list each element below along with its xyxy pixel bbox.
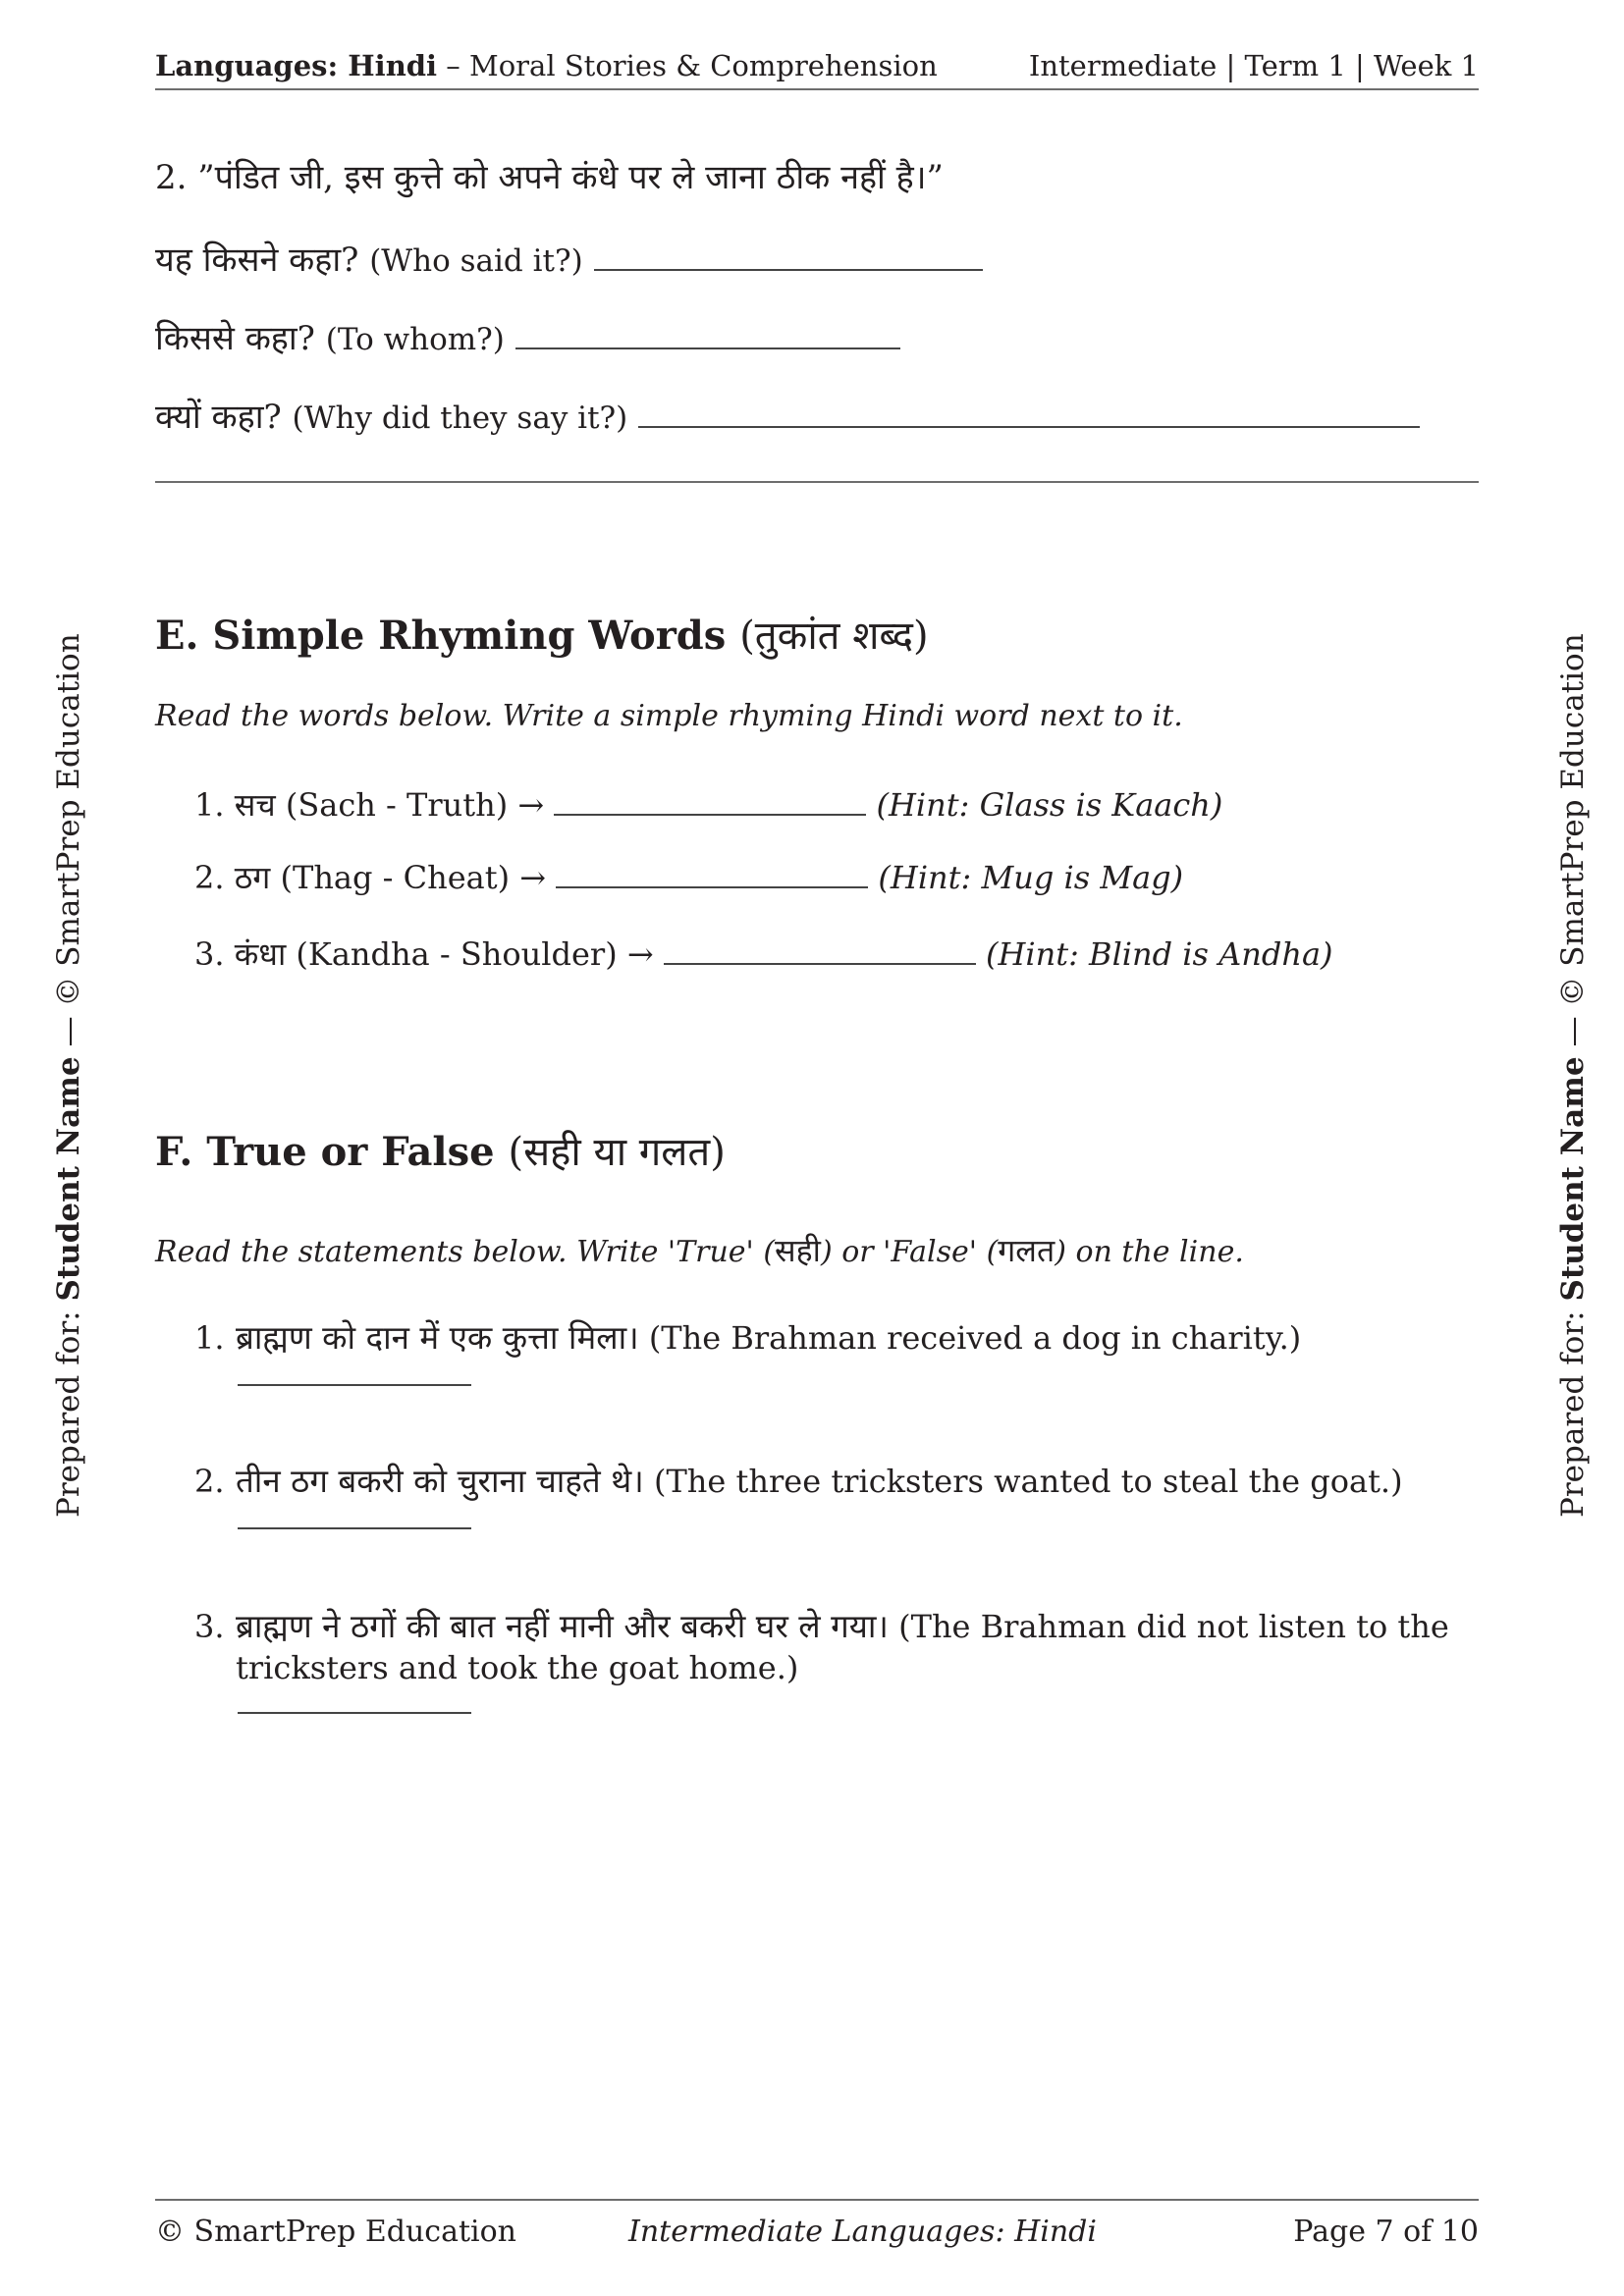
section-e-title-text: E. Simple Rhyming Words [155, 613, 727, 659]
section-f-title-text: F. True or False [155, 1129, 495, 1175]
instruction-true-hindi: सही [775, 1232, 821, 1269]
header-subject-rest: – Moral Stories & Comprehension [437, 49, 938, 82]
rhyme-item-english: (Sach - Truth) → [285, 786, 545, 824]
rhyme-item-num: 3. [194, 935, 225, 973]
tf-answer-line-3[interactable] [238, 1712, 471, 1714]
footer-copyright: © SmartPrep Education [155, 2215, 516, 2249]
rhyme-answer-line[interactable] [664, 963, 976, 965]
answer-line-why[interactable] [638, 426, 1420, 428]
question-why-english: (Why did they say it?) [292, 400, 628, 436]
rhyme-item-english: (Kandha - Shoulder) → [296, 935, 654, 973]
tf-answer-line-2[interactable] [238, 1527, 471, 1529]
quote-question-text: 2. ”पंडित जी, इस कुत्ते को अपने कंधे पर ले जाना ठीक नहीं है।” [155, 158, 944, 197]
answer-line-extended[interactable] [155, 481, 1479, 483]
header-subject-bold: Languages: Hindi [155, 49, 438, 82]
footer-rule [155, 2199, 1479, 2201]
instruction-part: Read the statements below. Write 'True' ( [155, 1235, 776, 1269]
rhyme-item-hint: (Hint: Blind is Andha) [986, 935, 1333, 973]
question-who-hindi: यह किसने कहा? [155, 240, 359, 280]
question-who-english: (Who said it?) [369, 243, 583, 279]
header-level: Intermediate | Term 1 | Week 1 [1028, 49, 1479, 82]
tf-item-english: (The Brahman received a dog in charity.) [648, 1319, 1302, 1357]
tf-item-hindi: ब्राह्मण को दान में एक कुत्ता मिला। [236, 1318, 639, 1357]
question-why-hindi: क्यों कहा? [155, 398, 282, 437]
side-label-right [1555, 633, 1591, 1518]
rhyme-item-num: 2. [194, 859, 225, 896]
rhyme-item-3 [194, 933, 1333, 975]
footer-course: Intermediate Languages: Hindi [628, 2215, 1097, 2249]
question-to-whom-english: (To whom?) [325, 322, 505, 357]
side-label-left [51, 633, 86, 1518]
rhyme-item-hindi: सच [234, 786, 276, 824]
header-subject [155, 49, 938, 82]
side-suffix: — © SmartPrep Education [1555, 633, 1591, 1057]
section-e-title [155, 607, 929, 661]
tf-item-num: 2. [194, 1463, 225, 1500]
side-student-name: Student Name [51, 1056, 86, 1302]
side-suffix: — © SmartPrep Education [51, 633, 86, 1057]
section-e-title-hindi: (तुकांत शब्द) [739, 614, 929, 659]
question-row-why [155, 393, 1420, 438]
header-rule [155, 88, 1479, 90]
rhyme-answer-line[interactable] [556, 886, 868, 888]
true-false-item-1 [194, 1317, 1481, 1359]
tf-item-hindi: ब्राह्मण ने ठगों की बात नहीं मानी और बकरी घर ले गया। [236, 1607, 889, 1645]
section-f-title [155, 1123, 726, 1177]
true-false-item-2 [194, 1461, 1481, 1502]
tf-item-hindi: तीन ठग बकरी को चुराना चाहते थे। [236, 1462, 644, 1500]
rhyme-item-hint: (Hint: Mug is Mag) [878, 859, 1184, 896]
rhyme-item-num: 1. [194, 786, 225, 824]
section-f-title-hindi: (सही या गलत) [508, 1130, 726, 1175]
tf-item-num: 3. [194, 1608, 225, 1645]
question-row-who [155, 236, 983, 281]
instruction-part: ) or 'False' ( [820, 1235, 999, 1269]
rhyme-item-2 [194, 856, 1183, 898]
instruction-part: ) on the line. [1055, 1235, 1244, 1269]
question-row-to-whom [155, 314, 900, 359]
tf-answer-line-1[interactable] [238, 1384, 471, 1386]
side-prefix: Prepared for: [1555, 1301, 1591, 1518]
side-student-name: Student Name [1555, 1056, 1591, 1302]
question-to-whom-hindi: किससे कहा? [155, 319, 315, 358]
instruction-false-hindi: गलत [998, 1232, 1056, 1269]
rhyme-item-english: (Thag - Cheat) → [280, 859, 547, 896]
tf-item-num: 1. [194, 1319, 225, 1357]
rhyme-item-1 [194, 783, 1222, 826]
true-false-item-3 [194, 1606, 1481, 1688]
tf-item-english: (The three tricksters wanted to steal the goat.) [653, 1463, 1403, 1500]
tf-item-english: (The Brahman did not listen to the tricksters and took the goat home.) [236, 1608, 1449, 1686]
answer-line-who[interactable] [594, 269, 983, 271]
answer-line-to-whom[interactable] [515, 347, 900, 349]
rhyme-item-hindi: ठग [234, 859, 271, 896]
rhyme-item-hindi: कंधा [234, 935, 287, 973]
section-f-instruction [155, 1229, 1244, 1271]
side-prefix: Prepared for: [51, 1301, 86, 1518]
rhyme-answer-line[interactable] [554, 814, 866, 816]
section-e-instruction: Read the words below. Write a simple rhyming Hindi word next to it. [155, 699, 1183, 733]
footer-page-number: Page 7 of 10 [1293, 2215, 1479, 2249]
rhyme-item-hint: (Hint: Glass is Kaach) [876, 786, 1223, 824]
